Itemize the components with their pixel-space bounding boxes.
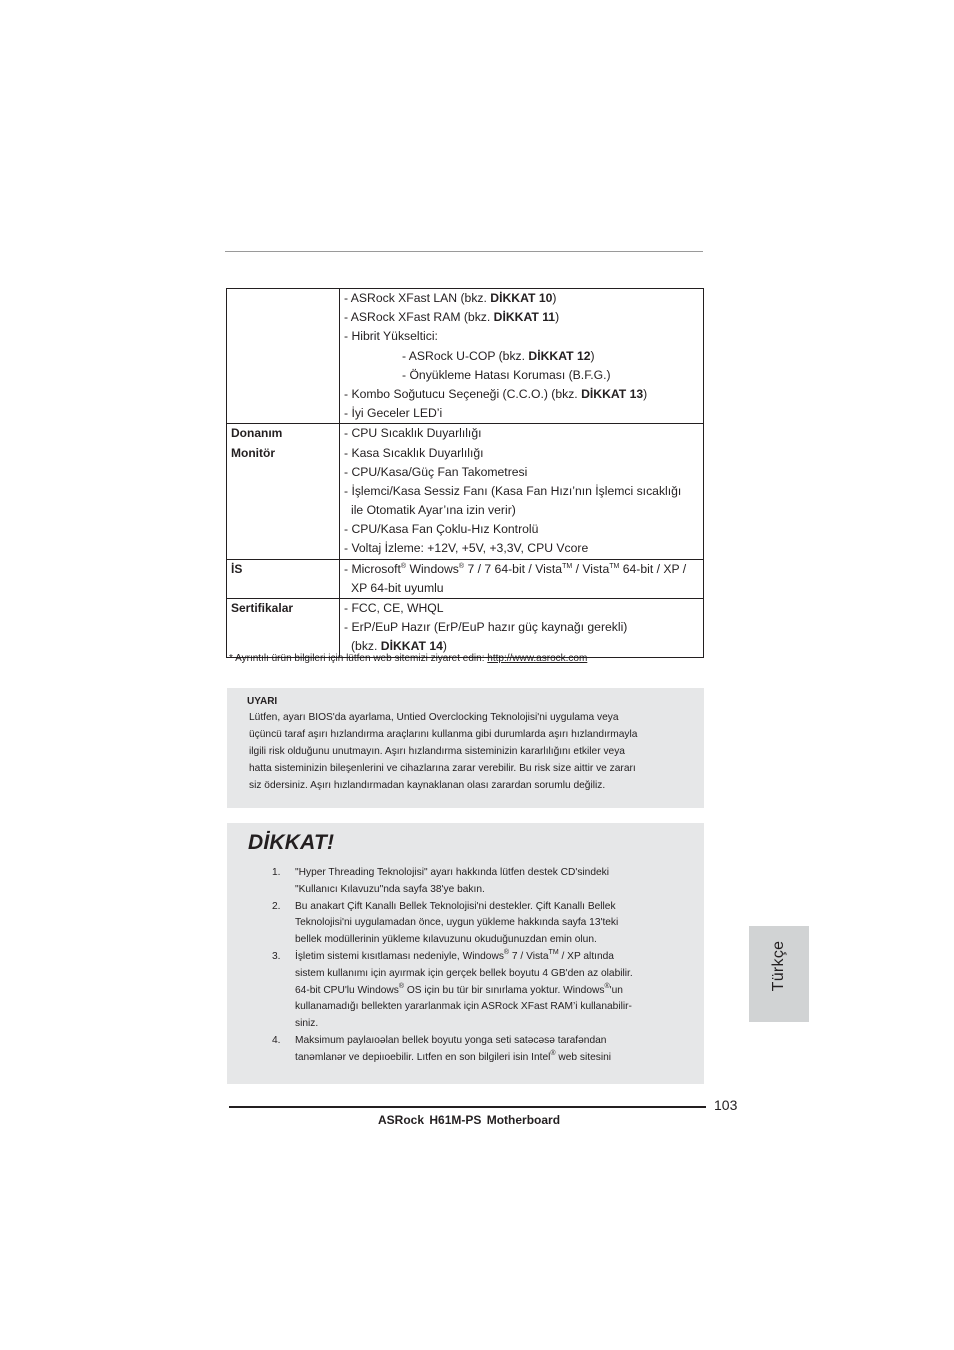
spec-text-end: ) [552, 291, 557, 305]
text-run: kullanamadığı bellekten yararlanmak için ASRock XFast RAM’i kullanabilir- [295, 1001, 632, 1013]
note-number: 3. [272, 950, 281, 962]
superscript-mark: TM [548, 948, 559, 956]
text-run: bellek modüllerinin yükleme kılavuzunu okuduğunuzdan emin olun. [295, 934, 597, 946]
spec-text: - ErP/EuP Hazır (ErP/EuP hazır güç kaynağı gerekli) [344, 620, 628, 635]
note-line [295, 949, 704, 966]
spec-text: - FCC, CE, WHQL [344, 601, 444, 615]
note-item [227, 865, 704, 899]
superscript-mark: ® [458, 562, 465, 570]
language-tab [749, 926, 809, 1022]
website-link[interactable]: http://www.asrock.com [487, 653, 588, 664]
spec-line [340, 539, 703, 558]
warning-line: ilgili risk olduğunu unutmayın. Aşırı hızlandırma sisteminizin kararlılığını etkiler veya [249, 745, 625, 757]
superscript-mark: ® [400, 562, 407, 570]
superscript-mark: ® [550, 1049, 556, 1057]
note-line [295, 882, 704, 899]
note-item [227, 899, 704, 949]
spec-line [340, 501, 703, 520]
footer-title: ASRock H61M-PS Motherboard [378, 1113, 561, 1127]
spec-line [340, 579, 703, 598]
spec-line [340, 599, 703, 618]
note-line [295, 915, 704, 932]
text-run: tanəmlanər ve depiıoebilir. Lıtfen en son bilgileri isin Intel [295, 1051, 551, 1063]
note-reference: DİKKAT 11 [493, 310, 556, 325]
superscript-mark: TM [562, 562, 573, 570]
note-line [295, 1050, 704, 1067]
note-line [295, 1033, 704, 1050]
spec-row [227, 559, 704, 598]
spec-text: XP 64-bit uyumlu [351, 580, 444, 595]
note-line [295, 983, 704, 1000]
text-run: "Hyper Threading Teknolojisi" ayarı hakkında lütfen destek CD'sindeki [295, 867, 610, 878]
spec-row [227, 289, 704, 424]
spec-text: (bkz. [351, 639, 381, 654]
spec-text-end: ) [442, 639, 447, 654]
text-run: / Vista [572, 561, 610, 576]
note-line [295, 966, 704, 983]
text-run: - Microsoft [344, 561, 401, 576]
text-run: siniz. [295, 1018, 319, 1030]
spec-value-cell [340, 289, 704, 424]
spec-line [340, 347, 703, 366]
spec-text: - İyi Geceler LED’i [344, 406, 443, 421]
note-reference: DİKKAT 10 [490, 291, 553, 305]
footnote-text: * Ayrıntılı ürün bilgileri için lütfen web sitemizi ziyaret edin: [229, 653, 488, 664]
text-run: Bu anakart Çift Kanallı Bellek Teknolojisi'ni destekler. Çift Kanallı Bellek [295, 900, 616, 912]
note-line [295, 865, 704, 882]
spec-text: - ASRock U-COP (bkz. [402, 348, 529, 363]
spec-row [227, 599, 704, 658]
spec-line [340, 482, 703, 501]
spec-label: Monitör [231, 445, 275, 460]
page-number: 103 [714, 1097, 738, 1113]
spec-line [340, 385, 703, 404]
spec-text: - İşlemci/Kasa Sessiz Fanı (Kasa Fan Hızı’nın İşlemci sıcaklığı [344, 483, 682, 498]
spec-text: - ASRock XFast LAN (bkz. [344, 291, 491, 305]
warning-line: siz ödersiniz. Aşırı hızlandırmadan kaynaklanan olası zarardan sorumlu değiliz. [249, 779, 606, 791]
spec-text: - CPU Sıcaklık Duyarlılığı [344, 426, 482, 441]
spec-text-end: ) [643, 386, 648, 401]
spec-value-cell [340, 424, 704, 559]
spec-text: - CPU/Kasa/Güç Fan Takometresi [344, 464, 528, 479]
warning-line: hatta sisteminizin bileşenlerini ve cihazlarına zarar verebilir. Bu risk size aittir ve zararı [249, 762, 636, 774]
spec-text: - ASRock XFast RAM (bkz. [344, 310, 494, 325]
warning-line: üçüncü taraf aşırı hızlandırma araçlarını kullanma gibi durumlarda aşırı hızlandırmayla [249, 728, 638, 740]
spec-table [226, 288, 704, 658]
note-line [295, 1016, 704, 1033]
spec-line [340, 308, 703, 327]
spec-label-cell [227, 424, 340, 559]
text-run: 7 / Vista [509, 950, 549, 962]
note-reference: DİKKAT 13 [581, 386, 644, 401]
spec-line [340, 424, 703, 443]
footnote [229, 653, 587, 664]
footer-rule [229, 1106, 706, 1108]
note-number: 2. [272, 900, 281, 912]
spec-text-end: ) [555, 310, 560, 325]
spec-label: İS [231, 561, 243, 576]
text-run: sistem kullanımı için ayırmak için gerçek bellek boyutu 4 GB'den az olabilir. [295, 967, 633, 979]
warning-line: Lütfen, ayarı BIOS'da ayarlama, Untied Overclocking Teknolojisi'ni uygulama veya [249, 712, 619, 723]
text-run: 64-bit / XP / [619, 561, 687, 576]
spec-value-cell [340, 559, 704, 598]
note-line [295, 999, 704, 1016]
superscript-mark: ® [604, 982, 610, 990]
spec-label: Donanım [231, 426, 283, 441]
text-run: 64-bit CPU'lu Windows [295, 984, 399, 996]
spec-line [340, 366, 703, 385]
spec-row [227, 424, 704, 559]
header-rule [225, 251, 703, 252]
spec-label-cell [227, 599, 340, 658]
text-run: İşletim sistemi kısıtlaması nedeniyle, Windows [295, 950, 504, 962]
notes-title: DİKKAT! [248, 831, 335, 854]
text-run: / XP altında [558, 950, 614, 962]
text-run: "Kullanıcı Kılavuzu"nda sayfa 38'ye bakın. [295, 883, 485, 895]
spec-text: - CPU/Kasa Fan Çoklu-Hız Kontrolü [344, 522, 539, 537]
superscript-mark: TM [609, 562, 620, 570]
text-run: OS için bu tür bir sınırlama yoktur. Windows [404, 984, 605, 996]
spec-line [340, 463, 703, 482]
note-item [227, 949, 704, 1033]
spec-line [340, 520, 703, 539]
superscript-mark: ® [398, 982, 405, 990]
spec-text: - Hibrit Yükseltici: [344, 329, 438, 344]
spec-line [340, 560, 703, 579]
notes-list [227, 865, 704, 1067]
spec-label-cell [227, 289, 340, 424]
notes-box [227, 823, 704, 1084]
note-item [227, 1033, 704, 1067]
note-line [295, 932, 704, 949]
text-run: web sitesini [555, 1051, 612, 1063]
note-number: 1. [272, 867, 281, 878]
warning-title: UYARI [247, 696, 278, 707]
spec-value-cell [340, 599, 704, 658]
spec-text: ile Otomatik Ayar’ına izin verir) [351, 503, 516, 518]
note-line [295, 899, 704, 916]
text-run: Maksimum paylaıoəlan bellek boyutu yonga seti satəcəsə tarafəndan [295, 1034, 607, 1046]
spec-text-end: ) [590, 348, 595, 363]
spec-label-cell [227, 559, 340, 598]
spec-text: - Kasa Sıcaklık Duyarlılığı [344, 445, 484, 460]
spec-label: Sertifikalar [231, 601, 294, 615]
note-number: 4. [272, 1034, 281, 1046]
spec-line [340, 327, 703, 346]
text-run: 7 / 7 64-bit / Vista [464, 561, 563, 576]
text-run: Windows [406, 561, 459, 576]
warning-text [249, 710, 637, 795]
spec-line [340, 618, 703, 637]
note-reference: DİKKAT 14 [380, 639, 443, 654]
language-label: Türkçe [770, 940, 787, 992]
text-run: 'un [609, 984, 623, 996]
spec-text: - Kombo Soğutucu Seçeneği (C.C.O.) (bkz. [344, 386, 582, 401]
spec-line [340, 444, 703, 463]
spec-line [340, 289, 703, 308]
text-run: Teknolojisi'ni uygulamadan önce, uygun yükleme hakkında sayfa 13'teki [295, 917, 619, 929]
spec-line [340, 404, 703, 423]
warning-box [227, 688, 704, 808]
spec-text: - Önyükleme Hatası Koruması (B.F.G.) [402, 367, 611, 382]
note-reference: DİKKAT 12 [528, 348, 591, 363]
spec-text: - Voltaj İzleme: +12V, +5V, +3,3V, CPU Vcore [344, 541, 589, 556]
superscript-mark: ® [503, 948, 510, 956]
